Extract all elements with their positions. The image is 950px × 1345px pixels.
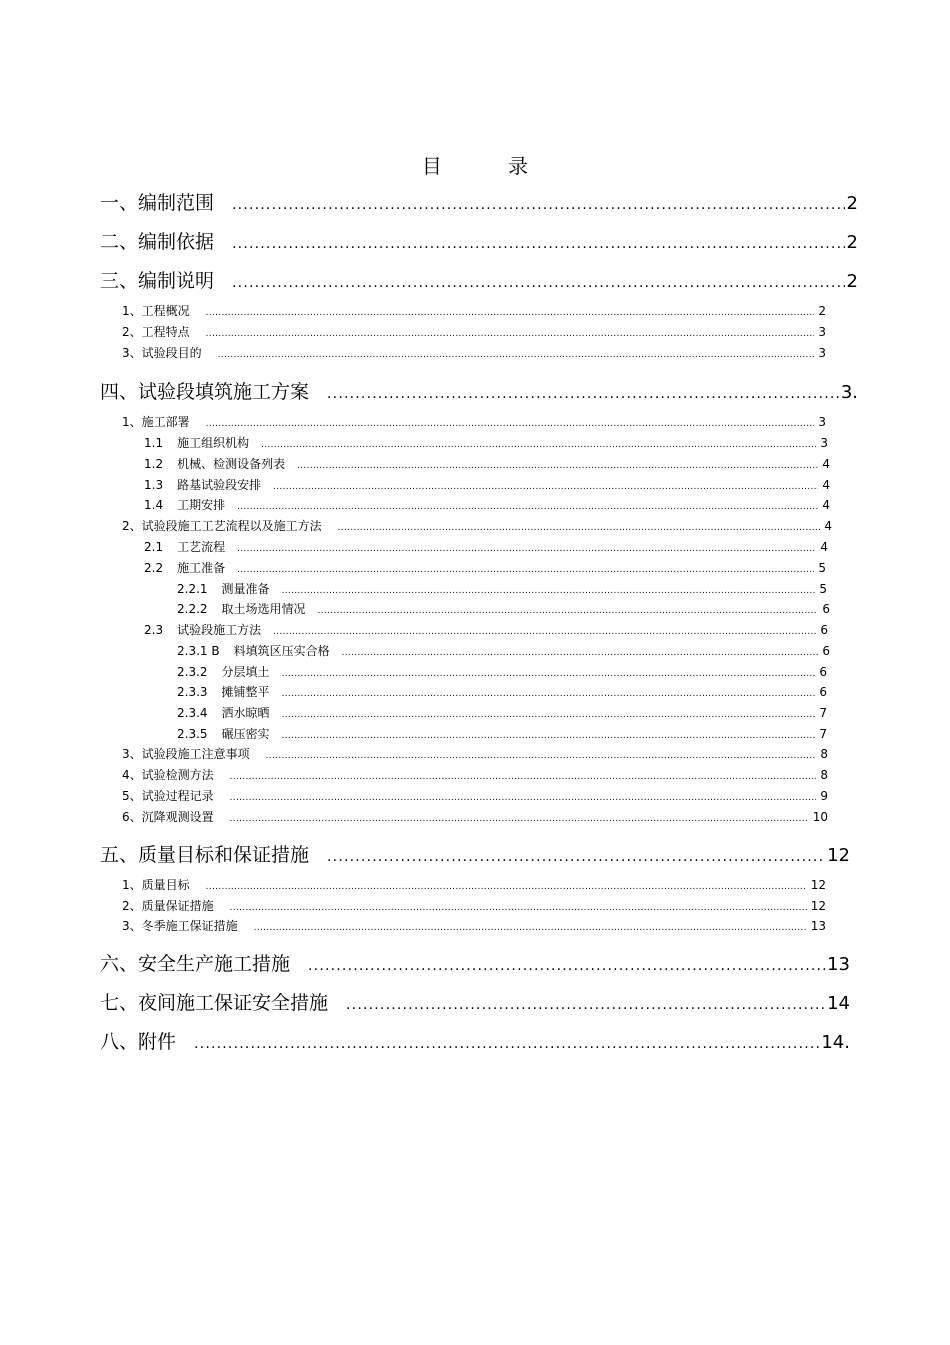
toc-leader-dots — [346, 997, 825, 1013]
toc-entry-label: 1、施工部署 — [122, 415, 190, 429]
toc-leader-dots — [282, 669, 816, 679]
toc-entry-4-6[interactable] — [122, 808, 828, 827]
toc-entry-label — [177, 683, 282, 700]
toc-entry-5-2[interactable] — [122, 897, 826, 916]
toc-leader-dots — [230, 814, 809, 824]
toc-entry-4-1-3[interactable] — [144, 476, 830, 495]
toc-entry-page: 5 — [818, 561, 826, 575]
toc-entry-2[interactable] — [100, 227, 858, 255]
toc-entry-page: 6 — [822, 644, 830, 658]
toc-entry-4-2-3-5[interactable] — [177, 725, 827, 744]
toc-entry-3[interactable] — [100, 266, 858, 294]
toc-entry-4-2[interactable] — [122, 517, 832, 536]
toc-entry-number: 1.1 — [144, 436, 164, 450]
toc-entry-4-2-3[interactable] — [144, 621, 828, 640]
toc-leader-dots — [237, 544, 816, 554]
toc-entry-page: 4 — [822, 478, 830, 492]
toc-entry-4[interactable] — [100, 377, 858, 405]
toc-entry-7[interactable] — [100, 988, 850, 1016]
toc-entry-number: 2.3.3 — [177, 685, 208, 699]
toc-entry-page: 12 — [810, 878, 826, 892]
toc-entry-label: 四、试验段填筑施工方案 — [100, 381, 310, 403]
toc-entry-number: 2.3.2 — [177, 665, 208, 679]
toc-entry-page: 2 — [846, 271, 858, 292]
toc-entry-page: 5 — [819, 582, 827, 596]
toc-leader-dots — [230, 903, 807, 913]
toc-entry-label: 1、质量目标 — [122, 878, 190, 892]
toc-leader-dots — [282, 710, 816, 720]
toc-entry-label: 3、试验段施工注意事项 — [122, 747, 250, 761]
toc-leader-dots — [237, 565, 814, 575]
toc-leader-dots — [232, 236, 845, 252]
toc-leader-dots — [282, 586, 816, 596]
toc-leader-dots — [206, 419, 815, 429]
toc-leader-dots — [297, 461, 818, 471]
toc-leader-dots — [230, 793, 817, 803]
toc-entry-label: 2、试验段施工工艺流程以及施工方法 — [122, 519, 322, 533]
toc-entry-label — [144, 496, 237, 513]
toc-entry-text: 工期安排 — [177, 498, 226, 512]
toc-entry-label: 二、编制依据 — [100, 231, 215, 253]
toc-entry-page: 6 — [819, 685, 827, 699]
toc-entry-6[interactable] — [100, 949, 850, 977]
toc-leader-dots — [273, 482, 818, 492]
toc-entry-4-2-2-2[interactable] — [177, 600, 830, 619]
toc-entry-page: 4 — [822, 457, 830, 471]
toc-entry-text: 测量准备 — [221, 582, 270, 596]
toc-entry-label: 一、编制范围 — [100, 192, 215, 214]
toc-entry-text: 碾压密实 — [221, 727, 270, 741]
toc-entry-4-1-4[interactable] — [144, 496, 830, 515]
toc-entry-label — [177, 704, 282, 721]
toc-entry-text: 路基试验段安排 — [177, 478, 262, 492]
toc-entry-text: 摊铺整平 — [221, 685, 270, 699]
toc-leader-dots — [273, 627, 816, 637]
toc-entry-1[interactable] — [100, 188, 858, 216]
toc-entry-label — [177, 600, 318, 617]
toc-leader-dots — [327, 386, 839, 402]
toc-entry-page: 14 — [827, 993, 850, 1014]
toc-entry-label — [177, 725, 282, 742]
toc-entry-page: 13 — [810, 919, 826, 933]
toc-entry-number: 1.3 — [144, 478, 164, 492]
toc-entry-4-2-2-1[interactable] — [177, 580, 827, 599]
toc-entry-number: 2.2.2 — [177, 602, 208, 616]
toc-entry-4-1[interactable] — [122, 413, 826, 432]
toc-entry-label: 3、冬季施工保证措施 — [122, 919, 238, 933]
toc-entry-label: 八、附件 — [100, 1031, 177, 1053]
toc-entry-page: 9 — [820, 789, 828, 803]
toc-entry-page: 13 — [827, 954, 850, 975]
toc-entry-text: 施工组织机构 — [177, 436, 250, 450]
toc-entry-4-2-3-1[interactable] — [177, 642, 830, 661]
toc-entry-page: 2 — [846, 232, 858, 253]
toc-entry-label — [144, 476, 273, 493]
toc-entry-page: 14. — [821, 1032, 850, 1053]
toc-leader-dots — [282, 731, 816, 741]
toc-entry-page: 10 — [812, 810, 828, 824]
toc-entry-label: 6、沉降观测设置 — [122, 810, 214, 824]
toc-entry-number: 2.2 — [144, 561, 164, 575]
toc-entry-number: 2.2.1 — [177, 582, 208, 596]
toc-entry-page: 3 — [818, 346, 826, 360]
toc-entry-page: 3. — [840, 382, 858, 403]
toc-entry-label — [177, 580, 282, 597]
toc-entry-5-3[interactable] — [122, 917, 826, 936]
toc-entry-page: 6 — [819, 665, 827, 679]
toc-leader-dots — [206, 329, 815, 339]
toc-entry-4-4[interactable] — [122, 766, 828, 785]
toc-leader-dots — [327, 849, 825, 865]
toc-entry-text: 施工准备 — [177, 561, 226, 575]
toc-entry-number: 2.1 — [144, 540, 164, 554]
toc-leader-dots — [237, 502, 818, 512]
toc-entry-page: 3 — [818, 325, 826, 339]
toc-leader-dots — [232, 197, 845, 213]
toc-entry-label: 2、工程特点 — [122, 325, 190, 339]
toc-entry-page: 8 — [820, 747, 828, 761]
toc-leader-dots — [218, 350, 815, 360]
toc-entry-page: 4 — [824, 519, 832, 533]
toc-entry-page: 2 — [818, 304, 826, 318]
toc-entry-4-2-2[interactable] — [144, 559, 826, 578]
toc-entry-5-1[interactable] — [122, 876, 826, 895]
toc-entry-page: 6 — [820, 623, 828, 637]
toc-entry-text: 取土场选用情况 — [221, 602, 306, 616]
toc-entry-page: 8 — [820, 768, 828, 782]
toc-entry-number: 2.3.5 — [177, 727, 208, 741]
toc-leader-dots — [206, 882, 807, 892]
toc-entry-number: 2.3.4 — [177, 706, 208, 720]
toc-leader-dots — [206, 308, 815, 318]
toc-entry-text: 机械、检测设备列表 — [177, 457, 286, 471]
toc-entry-number: 1.2 — [144, 457, 164, 471]
toc-entry-number: 2.3.1 B — [177, 644, 220, 658]
toc-leader-dots — [261, 440, 816, 450]
toc-entry-3-1[interactable] — [122, 302, 826, 321]
toc-entry-text: 试验段施工方法 — [177, 623, 262, 637]
toc-entry-5[interactable] — [100, 840, 850, 868]
toc-entry-page: 7 — [819, 727, 827, 741]
toc-entry-page: 3 — [820, 436, 828, 450]
toc-entry-4-2-3-2[interactable] — [177, 663, 827, 682]
toc-entry-number: 2.3 — [144, 623, 164, 637]
toc-entry-label — [144, 434, 261, 451]
toc-title: 目 录 — [421, 154, 559, 178]
toc-leader-dots — [282, 689, 816, 699]
toc-leader-dots — [230, 772, 817, 782]
toc-entry-3-3[interactable] — [122, 344, 826, 363]
toc-leader-dots — [194, 1036, 819, 1052]
toc-entry-label: 六、安全生产施工措施 — [100, 953, 291, 975]
toc-entry-page: 7 — [819, 706, 827, 720]
toc-entry-8[interactable] — [100, 1027, 850, 1055]
toc-leader-dots — [338, 523, 821, 533]
toc-entry-label — [177, 663, 282, 680]
toc-entry-label — [177, 642, 342, 659]
toc-entry-label: 4、试验检测方法 — [122, 768, 214, 782]
toc-leader-dots — [266, 751, 817, 761]
toc-entry-label — [144, 455, 297, 472]
toc-entry-page: 12 — [827, 845, 850, 866]
toc-entry-text: 工艺流程 — [177, 540, 226, 554]
toc-entry-text: 洒水晾晒 — [221, 706, 270, 720]
toc-leader-dots — [308, 958, 825, 974]
toc-entry-label — [144, 621, 273, 638]
toc-entry-page: 4 — [820, 540, 828, 554]
toc-entry-label: 1、工程概况 — [122, 304, 190, 318]
toc-entry-label — [144, 559, 237, 576]
toc-entry-label: 3、试验段目的 — [122, 346, 202, 360]
toc-leader-dots — [318, 606, 819, 616]
toc-entry-3-2[interactable] — [122, 323, 826, 342]
toc-entry-4-2-3-3[interactable] — [177, 683, 827, 702]
toc-entry-page: 6 — [822, 602, 830, 616]
toc-entry-page: 2 — [846, 193, 858, 214]
toc-entry-label: 5、试验过程记录 — [122, 789, 214, 803]
toc-entry-page: 3 — [818, 415, 826, 429]
toc-entry-page: 12 — [810, 899, 826, 913]
toc-entry-4-5[interactable] — [122, 787, 828, 806]
toc-entry-4-2-1[interactable] — [144, 538, 828, 557]
toc-entry-text: 料填筑区压实合格 — [233, 644, 330, 658]
toc-entry-4-1-2[interactable] — [144, 455, 830, 474]
toc-entry-text: 分层填土 — [221, 665, 270, 679]
toc-leader-dots — [232, 275, 845, 291]
toc-entry-label — [144, 538, 237, 555]
toc-entry-number: 1.4 — [144, 498, 164, 512]
toc-entry-4-3[interactable] — [122, 745, 828, 764]
toc-entry-label: 五、质量目标和保证措施 — [100, 844, 310, 866]
toc-leader-dots — [254, 923, 807, 933]
toc-entry-page: 4 — [822, 498, 830, 512]
toc-entry-4-1-1[interactable] — [144, 434, 828, 453]
toc-leader-dots — [342, 648, 819, 658]
toc-entry-label: 三、编制说明 — [100, 270, 215, 292]
toc-entry-label: 七、夜间施工保证安全措施 — [100, 992, 329, 1014]
toc-entry-label: 2、质量保证措施 — [122, 899, 214, 913]
toc-entry-4-2-3-4[interactable] — [177, 704, 827, 723]
